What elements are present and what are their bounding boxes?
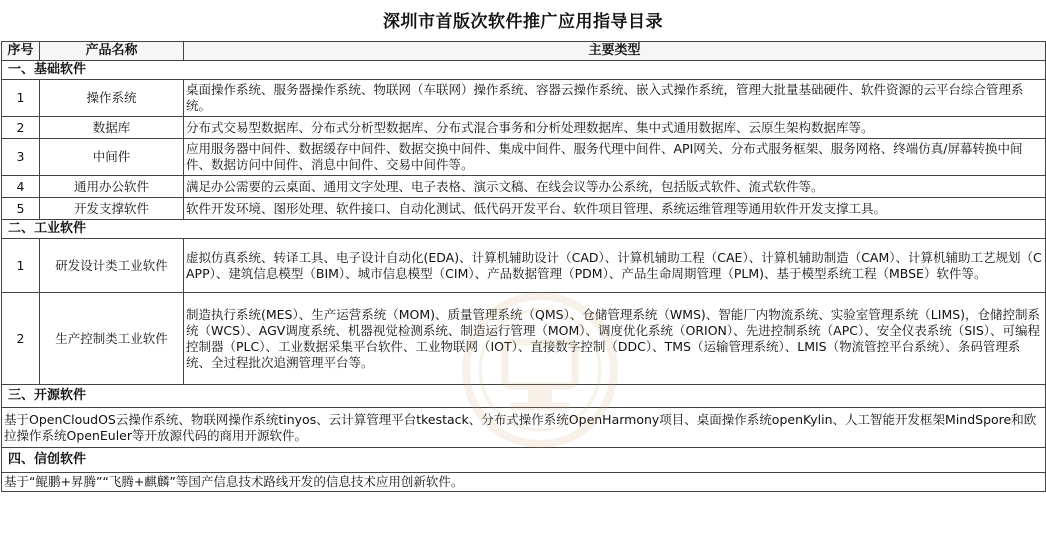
product-type: 满足办公需要的云桌面、通用文字处理、电子表格、演示文稿、在线会议等办公系统，包括版式软件、流式软件等。 <box>184 176 1046 198</box>
product-name: 操作系统 <box>40 80 184 117</box>
row-number: 4 <box>2 176 40 198</box>
section-row <box>2 385 1046 408</box>
section-title-open-source: 三、开源软件 <box>2 385 1046 408</box>
row-number: 1 <box>2 239 40 293</box>
header-no: 序号 <box>2 42 40 61</box>
product-type: 分布式交易型数据库、分布式分析型数据库、分布式混合事务和分析处理数据库、集中式通用数据库、云原生架构数据库等。 <box>184 117 1046 139</box>
table-row <box>2 473 1046 492</box>
product-name: 研发设计类工业软件 <box>40 239 184 293</box>
section-title-basic: 一、基础软件 <box>2 61 1046 80</box>
xinchuang-description: 基于“鲲鹏+昇腾”“飞腾+麒麟”等国产信息技术路线开发的信息技术应用创新软件。 <box>2 473 1046 492</box>
table-row <box>2 176 1046 198</box>
product-type: 虚拟仿真系统、转译工具、电子设计自动化(EDA)、计算机辅助设计（CAD）、计算机辅助工程（CAE）、计算机辅助制造（CAM）、计算机辅助工艺规划（CAPP）、建筑信息模型（BIM）、城市信息模型（CIM）、产品数据管理（PDM）、产品生命周期管理（PLM)、基于模型系统工程（MBSE）软件等。 <box>184 239 1046 293</box>
open-source-description: 基于OpenCloudOS云操作系统、物联网操作系统tinyos、云计算管理平台tkestack、分布式操作系统OpenHarmony项目、桌面操作系统openKylin、人工智能开发框架MindSpore和欧拉操作系统OpenEuler等开放源代码的商用开源软件。 <box>2 408 1046 448</box>
product-type: 桌面操作系统、服务器操作系统、物联网（车联网）操作系统、容器云操作系统、嵌入式操作系统，管理大批量基础硬件、软件资源的云平台综合管理系统。 <box>184 80 1046 117</box>
table-row <box>2 80 1046 117</box>
table-row <box>2 139 1046 176</box>
table-row <box>2 239 1046 293</box>
section-row <box>2 61 1046 80</box>
table-row <box>2 198 1046 220</box>
product-type: 软件开发环境、图形处理、软件接口、自动化测试、低代码开发平台、软件项目管理、系统运维管理等通用软件开发支撑工具。 <box>184 198 1046 220</box>
product-name: 生产控制类工业软件 <box>40 293 184 385</box>
catalog-table <box>1 41 1046 492</box>
page-title: 深圳市首版次软件推广应用指导目录 <box>383 11 663 32</box>
header-row <box>2 42 1046 61</box>
row-number: 2 <box>2 293 40 385</box>
section-title-xinchuang: 四、信创软件 <box>2 448 1046 473</box>
row-number: 3 <box>2 139 40 176</box>
product-type: 制造执行系统(MES）、生产运营系统（MOM)、质量管理系统（QMS）、仓储管理系统（WMS)、智能厂内物流系统、实验室管理系统（LIMS)，仓储控制系统（WCS）、AGV调度系统、机器视觉检测系统、制造运行管理（MOM）、调度优化系统（ORION）、先进控制系统（APC）、安全仪表系统（SIS）、可编程控制器（PLC）、工业数据采集平台软件、工业物联网（IOT）、直接数字控制（DDC）、TMS（运输管理系统）、LMIS（物流管控平台系统）、条码管理系统、全过程批次追溯管理平台等。 <box>184 293 1046 385</box>
header-name: 产品名称 <box>40 42 184 61</box>
row-number: 5 <box>2 198 40 220</box>
product-type: 应用服务器中间件、数据缓存中间件、数据交换中间件、集成中间件、服务代理中间件、API网关、分布式服务框架、服务网格、终端仿真/屏幕转换中间件、数据访问中间件、消息中间件、交易中间件等。 <box>184 139 1046 176</box>
table-row <box>2 293 1046 385</box>
row-number: 2 <box>2 117 40 139</box>
section-row <box>2 448 1046 473</box>
header-type: 主要类型 <box>184 42 1046 61</box>
product-name: 开发支撑软件 <box>40 198 184 220</box>
section-title-industrial: 二、工业软件 <box>2 220 1046 239</box>
product-name: 数据库 <box>40 117 184 139</box>
table-row <box>2 408 1046 448</box>
table-row <box>2 117 1046 139</box>
product-name: 中间件 <box>40 139 184 176</box>
section-row <box>2 220 1046 239</box>
row-number: 1 <box>2 80 40 117</box>
product-name: 通用办公软件 <box>40 176 184 198</box>
